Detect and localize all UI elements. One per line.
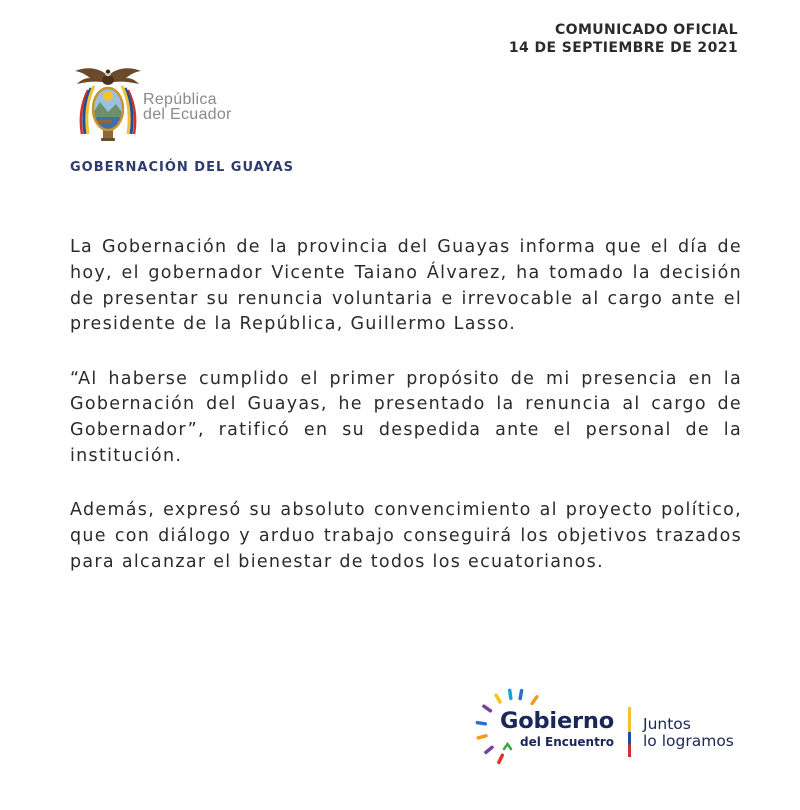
release-title: COMUNICADO OFICIAL bbox=[554, 22, 738, 38]
release-date: 14 DE SEPTIEMBRE DE 2021 bbox=[508, 40, 738, 56]
brand-subtitle: del Encuentro bbox=[519, 735, 614, 749]
body-paragraph: La Gobernación de la provincia del Guayas informa que el día de hoy, el gobernador Vicente Taiano Álvarez, ha tomado la decisión de presentar su renuncia voluntaria e irrevocable al cargo ante el presidente de la República, Guillermo Lasso. bbox=[70, 237, 742, 335]
slogan bbox=[643, 716, 734, 750]
slogan-line2: lo logramos bbox=[643, 732, 734, 750]
country-name-line1: República bbox=[143, 91, 217, 108]
department-name: GOBERNACIÓN DEL GUAYAS bbox=[70, 160, 295, 175]
release-header bbox=[509, 21, 738, 57]
country-name-line2: del Ecuador bbox=[143, 106, 232, 123]
flag-divider bbox=[628, 707, 631, 757]
release-body bbox=[70, 235, 742, 604]
body-paragraph: Además, expresó su absoluto convencimiento al proyecto político, que con diálogo y arduo trabajo conseguirá los objetivos trazados para alcanzar el bienestar de todos los ecuatorianos. bbox=[70, 500, 742, 572]
brand-name: Gobierno bbox=[500, 708, 614, 734]
country-name bbox=[143, 92, 232, 122]
government-brand bbox=[500, 708, 614, 749]
coat-of-arms-icon bbox=[72, 62, 144, 144]
slogan-line1: Juntos bbox=[643, 715, 691, 733]
body-paragraph: “Al haberse cumplido el primer propósito de mi presencia en la Gobernación del Guayas, he presentado la renuncia al cargo de Gobernador”, ratificó en su despedida ante el personal de la institución. bbox=[70, 368, 742, 467]
